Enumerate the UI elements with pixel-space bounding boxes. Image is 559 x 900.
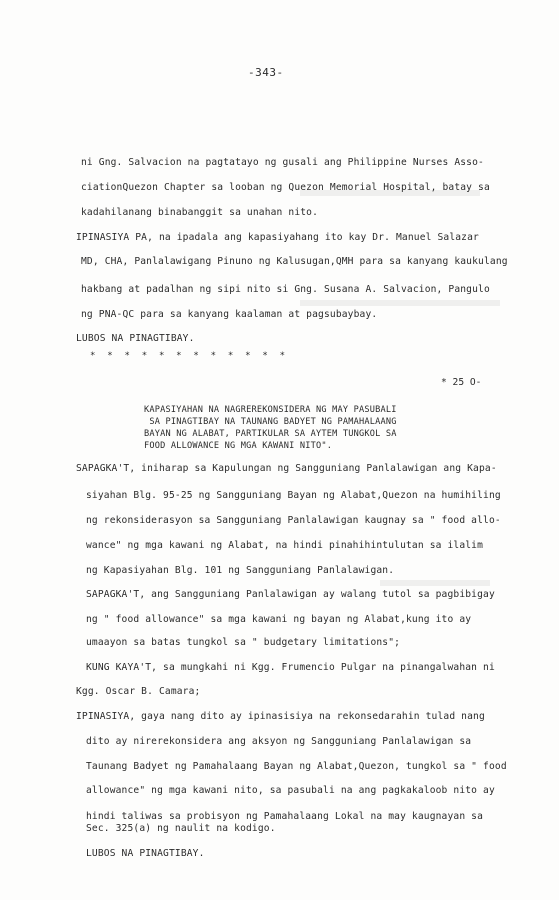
text-line: IPINASIYA PA, na ipadala ang kapasiyahang ito kay Dr. Manuel Salazar — [76, 232, 479, 243]
resolution-heading-line: SA PINAGTIBAY NA TAUNANG BADYET NG PAMAHALAANG — [144, 417, 397, 427]
body-line: hindi taliwas sa probisyon ng Pamahalaang Lokal na may kaugnayan sa — [86, 811, 484, 822]
text-line: ciationQuezon Chapter sa looban ng Quezon Memorial Hospital, batay sa — [81, 182, 490, 193]
body-line: ng Kapasiyahan Blg. 101 ng Sangguniang Panlalawigan. — [86, 565, 395, 576]
resolution-number: * 25 O- — [441, 377, 482, 388]
body-line: siyahan Blg. 95-25 ng Sangguniang Bayan ng Alabat,Quezon na humihiling — [86, 490, 501, 501]
text-line: kadahilanang binabanggit sa unahan nito. — [81, 207, 319, 218]
resolution-heading-line: FOOD ALLOWANCE NG MGA KAWANI NITO". — [144, 441, 333, 451]
body-line: dito ay nirerekonsidera ang aksyon ng Sangguniang Panlalawigan sa — [86, 736, 472, 747]
body-line: allowance" ng mga kawani nito, sa pasubali na ang pagkakaloob nito ay — [86, 785, 495, 796]
page-number: -343- — [248, 66, 284, 79]
closing-line: LUBOS NA PINAGTIBAY. — [86, 848, 205, 859]
resolution-heading-line: BAYAN NG ALABAT, PARTIKULAR SA AYTEM TUNGKOL SA — [144, 429, 397, 439]
body-line: wance" ng mga kawani ng Alabat, na hindi pinahihintulutan sa ilalim — [86, 540, 484, 551]
body-line: SAPAGKA'T, iniharap sa Kapulungan ng Sangguniang Panlalawigan ang Kapa- — [76, 463, 497, 474]
body-line: SAPAGKA'T, ang Sangguniang Panlalawigan ay walang tutol sa pagbibigay — [86, 589, 495, 600]
resolution-heading-line: KAPASIYAHAN NA NAGREREKONSIDERA NG MAY PASUBALI — [144, 405, 397, 415]
body-line: ng " food allowance" sa mga kawani ng bayan ng Alabat,kung ito ay — [86, 614, 472, 625]
body-line: ng rekonsiderasyon sa Sangguniang Panlalawigan kaugnay sa " food allo- — [86, 515, 501, 526]
body-line: IPINASIYA, gaya nang dito ay ipinasisiya na rekonsedarahin tulad nang — [76, 711, 485, 722]
body-line: Kgg. Oscar B. Camara; — [76, 686, 201, 697]
text-line: hakbang at padalhan ng sipi nito si Gng. Susana A. Salvacion, Pangulo — [81, 284, 490, 295]
body-line: KUNG KAYA'T, sa mungkahi ni Kgg. Frumencio Pulgar na pinangalwahan ni — [86, 662, 495, 673]
text-line: ng PNA-QC para sa kanyang kaalaman at pagsubaybay. — [81, 309, 378, 320]
body-line: Taunang Badyet ng Pamahalaang Bayan ng Alabat,Quezon, tungkol sa " food — [86, 761, 507, 772]
text-line: MD, CHA, Panlalawigang Pinuno ng Kalusugan,QMH para sa kanyang kaukulang — [81, 256, 508, 267]
separator-asterisks: * * * * * * * * * * * * — [90, 351, 289, 361]
body-line: Sec. 325(a) ng naulit na kodigo. — [86, 823, 276, 834]
body-line: umaayon sa batas tungkol sa " budgetary limitations"; — [86, 637, 401, 648]
text-line: ni Gng. Salvacion na pagtatayo ng gusali ang Philippine Nurses Asso- — [81, 157, 484, 168]
closing-line: LUBOS NA PINAGTIBAY. — [76, 333, 195, 344]
